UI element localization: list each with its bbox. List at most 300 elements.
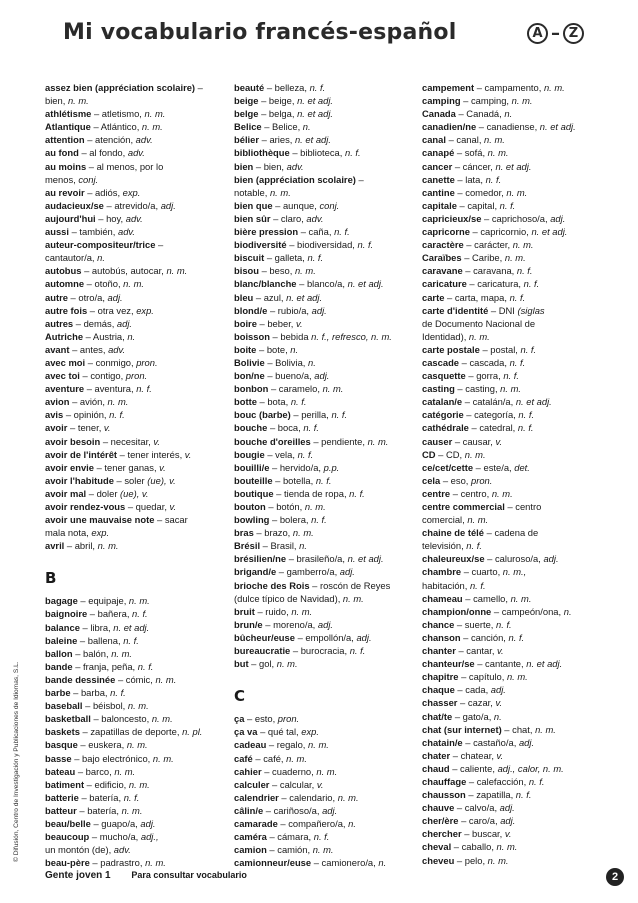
vocab-translation: – claro, [270,212,307,224]
vocab-headword: chater [422,749,451,761]
vocab-grammar: n. m. [504,252,526,264]
range-end-badge: Z [563,23,584,44]
vocab-entry [422,513,602,526]
vocab-entry [45,395,223,408]
vocab-translation: – también, [68,226,118,238]
vocab-headword: beige [234,95,259,107]
vocab-entry [45,435,223,448]
vocab-translation: – chatear, [450,749,497,761]
vocab-translation: – sofá, [454,147,488,159]
vocab-entry [234,369,412,382]
vocab-translation: – moreno/a, [262,618,318,630]
vocab-grammar: adv. [286,160,304,172]
vocab-entry [234,657,412,670]
vocab-translation: – buscar, [461,828,505,840]
vocab-translation: – barco, [75,765,115,777]
vocab-entry [422,736,602,749]
vocab-grammar: n. et adj. [539,121,576,133]
vocab-headword: basque [45,739,78,751]
vocab-entry [422,827,602,840]
vocab-translation: – tener interés, [117,448,185,460]
vocab-grammar: n. f. [344,147,361,159]
vocab-translation: – causar, [452,435,496,447]
vocab-entry [422,775,602,788]
vocab-headword: au revoir [45,186,85,198]
vocab-headword: avoir l'habitude [45,474,114,486]
vocab-translation: – barba, [70,687,111,699]
vocab-grammar: n. m. [506,671,528,683]
vocab-grammar: adv. [135,134,153,146]
vocab-translation: de Documento Nacional de [422,317,536,329]
vocab-grammar: adj. [317,618,334,630]
vocab-translation: – catalán/a, [462,396,516,408]
vocab-headword: assez bien (appréciation scolaire) [45,82,196,93]
vocab-entry [234,592,412,605]
vocab-translation: – campamento, [474,82,544,93]
vocab-grammar: n. m. [337,791,359,803]
vocab-translation: – biblioteca, [289,147,345,159]
vocab-grammar: pron. [277,713,300,725]
vocab-entry [45,120,223,133]
vocab-headword: causer [422,435,453,447]
vocab-translation: mala nota, [45,527,92,539]
vocab-grammar: n. m. [484,134,505,146]
vocab-headword: chercher [422,828,462,840]
vocab-grammar: (siglas [517,304,545,316]
vocab-translation: – mucho/a, [89,831,141,843]
vocab-translation: cantautor/a, [45,252,98,264]
vocab-entry [422,487,602,500]
vocab-grammar: adj. [550,212,566,224]
vocab-entry [45,107,223,120]
vocab-entry [234,421,412,434]
vocab-entry [45,146,223,159]
vocab-grammar: adj. [160,199,176,211]
vocab-translation: – atrevido/a, [103,199,161,211]
vocab-entry [234,382,412,395]
vocab-grammar: (ue), v. [120,487,149,499]
vocab-headword: au fond [45,147,79,159]
vocab-grammar: n. m. [511,95,533,107]
vocab-grammar: n. [563,605,572,617]
vocab-translation: – padrastro, [89,857,146,869]
vocab-headword: botte [234,396,257,408]
vocab-headword: bon/ne [234,370,265,382]
vocab-translation: – Brasil, [260,540,300,552]
vocab-grammar: n. [493,710,502,722]
vocab-headword: boisson [234,330,270,342]
vocab-entry [45,225,223,238]
vocab-grammar: n. f. [313,831,330,843]
vocab-translation: – calvo/a, [454,802,500,814]
vocab-headword: chanteur/se [422,658,475,670]
vocab-entry [422,618,602,631]
vocab-headword: cheval [422,841,452,853]
vocab-headword: Brésil [234,540,261,552]
vocab-headword: bûcheur/euse [234,631,295,643]
vocab-entry [45,474,223,487]
vocab-headword: centre commercial [422,501,505,512]
vocab-grammar: adj. [500,815,516,827]
vocab-grammar: n. f. [123,634,139,646]
vocab-entry [422,81,602,94]
vocab-headword: bureaucratie [234,645,291,657]
vocab-translation: – camping, [460,95,512,107]
vocab-headword: autobus [45,265,82,277]
vocab-translation: – Belice, [261,121,303,133]
vocab-translation: – vela, [264,448,298,460]
vocab-translation: – contigo, [79,370,126,382]
vocab-translation: – canadiense, [476,121,540,133]
vocab-headword: casting [422,383,455,395]
vocab-grammar: adv. [306,212,324,224]
vocab-translation: – qué tal, [257,726,302,738]
vocab-grammar: n. m., [502,566,527,578]
vocab-headword: bonbon [234,383,269,395]
vocab-headword: carte [422,291,445,303]
vocab-entry [45,448,223,461]
vocab-translation: – hoy, [95,212,126,224]
vocab-translation: – al fondo, [78,147,128,159]
vocab-headword: avoir besoin [45,435,101,447]
vocab-headword: ballon [45,647,73,659]
vocab-headword: cher/ère [422,815,459,827]
vocab-entry [422,251,602,264]
vocab-entry [422,238,602,251]
vocab-entry [234,120,412,133]
vocab-grammar: n. et adj. [286,291,323,303]
vocab-entry [422,212,602,225]
vocab-headword: carte d'identité [422,304,489,316]
vocab-entry [422,225,602,238]
vocab-translation: – pendiente, [310,435,368,447]
vocab-headword: chanter [422,645,456,657]
vocab-grammar: adj. [314,370,330,382]
vocab-headword: au moins [45,160,87,172]
vocab-grammar: adj. [322,804,338,816]
vocab-headword: barbe [45,687,71,699]
vocab-grammar: v. [316,778,324,790]
vocab-headword: batterie [45,791,79,803]
vocab-headword: capricorne [422,226,470,238]
vocab-entry [422,749,602,762]
vocab-entry [45,199,223,212]
vocab-headword: balance [45,621,80,633]
vocab-headword: belge [234,108,259,120]
vocab-entry [45,369,223,382]
vocab-entry [45,461,223,474]
vocab-translation: – [195,82,203,93]
vocab-grammar: n. m. [294,265,316,277]
vocab-translation: – balón, [72,647,112,659]
vocab-translation: – caprichoso/a, [481,212,551,224]
vocab-headword: Belice [234,121,262,133]
vocab-translation: – al menos, por lo [86,160,164,172]
vocab-headword: cheveu [422,854,455,866]
vocab-entry [234,408,412,421]
vocab-translation: – [355,173,364,185]
vocab-headword: bisou [234,265,259,277]
vocab-grammar: n. m. [512,239,534,251]
vocab-headword: boutique [234,487,274,499]
vocab-translation: – sacar [154,514,188,526]
vocab-translation: un montón (de), [45,844,114,856]
vocab-headword: bien sûr [234,212,271,224]
vocab-headword: centre [422,487,451,499]
vocab-entry [422,644,602,657]
vocab-headword: bougie [234,448,265,460]
range-dash: – [551,23,560,44]
vocab-grammar: adj., [140,831,159,843]
vocab-headword: avoir envie [45,461,94,473]
vocab-entry [422,579,602,592]
vocab-entry [45,173,223,186]
vocab-entry [45,513,223,526]
vocab-entry [422,696,602,709]
vocab-grammar: n. m. [312,844,334,856]
vocab-grammar: adj. [356,631,372,643]
vocab-grammar: n. m. [491,487,513,499]
vocab-entry [234,186,412,199]
vocab-entry [234,251,412,264]
vocab-headword: aujourd'hui [45,212,96,224]
vocab-entry [234,618,412,631]
vocab-translation: – gol, [248,658,277,670]
vocab-headword: bélier [234,134,260,146]
vocab-translation: – batería, [76,804,122,816]
vocab-entry [234,435,412,448]
vocab-translation: – boca, [267,422,304,434]
vocab-translation: – gato/a, [452,710,494,722]
vocab-grammar: n. et adj. [347,553,384,565]
vocab-grammar: n. f. [309,82,326,93]
vocab-entry [45,634,223,647]
vocab-translation: – quedar, [125,501,170,512]
vocab-grammar: v. [496,749,504,761]
vocab-entry [234,238,412,251]
vocab-entry [234,304,412,317]
vocab-entry [45,817,223,830]
vocab-translation: – calendario, [278,791,338,803]
vocab-headword: chaine de télé [422,527,485,539]
vocab-grammar: n. m. [308,739,329,751]
vocab-entry [45,804,223,817]
vocab-entry [422,186,602,199]
vocab-grammar: adj. [107,291,123,303]
vocab-translation: – ruido, [254,605,292,617]
vocab-entry [45,725,223,738]
vocab-translation: – beige, [258,95,298,107]
vocab-headword: casquette [422,370,466,382]
vocab-grammar: n. m. [467,514,489,526]
vocab-entry [45,94,223,107]
vocab-translation: – bañera, [87,608,133,620]
vocab-translation: – este/a, [473,461,515,473]
vocab-grammar: n. m. [543,82,565,93]
vocab-translation: – galleta, [264,252,308,264]
vocab-headword: caravane [422,265,463,277]
vocab-entry [422,631,602,644]
vocab-entry [422,304,602,317]
vocab-headword: bruit [234,605,255,617]
vocab-headword: bien que [234,199,273,211]
vocab-entry [422,592,602,605]
vocab-grammar: n. m. [67,95,89,107]
vocab-translation: – opinión, [63,409,110,421]
vocab-translation: – bote, [256,343,291,355]
vocab-entry [234,817,412,830]
vocab-grammar: n. f. [485,173,502,185]
vocab-headword: bière pression [234,226,299,238]
vocab-translation: – Atlántico, [90,121,142,133]
vocab-grammar: n. f. [349,645,366,657]
vocab-grammar: n. m. [152,752,174,764]
vocab-translation: – rubio/a, [267,304,312,316]
vocab-grammar: v. [495,697,503,709]
vocab-entry [422,356,602,369]
vocab-grammar: n. m. [342,592,364,604]
vocab-entry [234,317,412,330]
vocab-translation: menos, [45,173,79,185]
vocab-headword: biscuit [234,252,265,264]
vocab-entry [422,291,602,304]
vocab-headword: avril [45,540,65,552]
vocab-headword: autre [45,291,68,303]
vocab-entry [422,657,602,670]
vocab-headword: ça va [234,726,258,738]
vocab-translation: – esto, [244,713,278,725]
vocab-grammar: adj. [311,304,327,316]
vocab-translation: – burocracia, [290,645,350,657]
vocab-entry [45,699,223,712]
vocab-entry [234,487,412,500]
vocab-headword: avoir mal [45,487,87,499]
vocab-grammar: n. m. [276,658,298,670]
vocab-headword: chauve [422,802,455,814]
vocab-grammar: p.p. [323,461,340,473]
vocab-headword: bleu [234,291,254,303]
vocab-translation: – caravana, [462,265,517,277]
vocab-headword: avis [45,409,64,421]
vocab-entry [422,710,602,723]
vocab-grammar: n. m. [316,765,338,777]
vocab-translation: – béisbol, [82,700,128,712]
vocab-entry [422,133,602,146]
vocab-grammar: exp. [91,527,110,539]
vocab-translation: – caballo, [451,841,497,853]
vocab-grammar: n. f. [517,422,534,434]
vocab-headword: canapé [422,147,455,159]
vocab-entry [234,526,412,539]
vocab-grammar: n. m. [166,265,188,277]
vocab-grammar: n. f. [520,343,537,355]
vocab-grammar: n. [127,330,136,342]
vocab-headword: athlétisme [45,108,92,120]
vocab-entry [422,421,602,434]
vocab-entry [234,291,412,304]
vocab-translation: – carácter, [463,239,513,251]
vocab-grammar: n. [348,817,356,829]
vocab-headword: chameau [422,592,463,604]
vocab-headword: catégorie [422,409,464,421]
vocab-grammar: n. m. [506,186,528,198]
vocab-headword: boire [234,317,257,329]
vocab-entry [45,752,223,765]
vocab-entry [234,579,412,592]
vocab-grammar: n. [290,343,299,355]
vocab-translation: – regalo, [266,739,309,751]
vocab-grammar: v. [497,645,504,657]
vocab-headword: chausson [422,789,466,801]
vocab-headword: autre fois [45,304,88,316]
vocab-headword: bibliothèque [234,147,290,159]
vocab-translation: – ballena, [77,634,124,646]
vocab-grammar: v. [504,828,512,840]
vocab-grammar: n. f. [466,540,482,552]
vocab-grammar: n. et adj. [526,658,563,670]
vocab-entry [45,277,223,290]
vocab-headword: cancer [422,160,453,172]
vocab-entry [45,81,223,94]
vocab-headword: auteur-compositeur/trice [45,239,156,251]
vocab-entry [234,791,412,804]
vocab-column-3 [422,81,602,867]
vocab-translation: – Bolivia, [264,356,308,368]
vocab-headword: chasser [422,697,458,709]
vocab-translation: – tener, [67,422,104,434]
vocab-headword: bande dessinée [45,673,116,685]
vocab-grammar: n. [308,356,316,368]
vocab-entry [422,788,602,801]
vocab-translation: – casting, [454,383,501,395]
vocab-translation: – zapatillas de deporte, [79,726,183,738]
vocab-entry [422,435,602,448]
vocab-translation: – zapatilla, [465,789,516,801]
vocab-grammar: adv. [108,343,126,355]
vocab-headword: capitale [422,199,457,211]
vocab-headword: audacieux/se [45,199,104,211]
vocab-headword: bagage [45,595,78,607]
vocab-translation: – aries, [259,134,295,146]
vocab-grammar: v. [103,422,111,434]
vocab-translation: – necesitar, [100,435,154,447]
section-letter-heading: B [45,569,57,588]
vocab-headword: CD [422,448,436,460]
vocab-translation: – camello, [462,592,511,604]
vocab-grammar: n. et adj. [531,226,568,238]
vocab-grammar: n. m. [97,540,119,552]
vocab-translation: – caña, [298,226,335,238]
vocab-headword: avoir rendez-vous [45,501,126,512]
vocab-grammar: v. [169,501,177,512]
vocab-translation: – calefacción, [466,775,529,787]
vocab-entry [45,264,223,277]
vocab-grammar: adj. [339,566,355,578]
vocab-headword: canette [422,173,455,185]
vocab-headword: chauffage [422,775,467,787]
vocab-grammar: n. f. [496,618,512,630]
vocab-grammar: n. m. [128,595,150,607]
vocab-headword: cascade [422,356,460,368]
vocab-translation: bien, [45,95,68,107]
vocab-entry [234,343,412,356]
vocab-headword: baskets [45,726,80,738]
vocab-grammar: n. f. [518,409,535,421]
vocab-translation: – castaño/a, [462,736,519,748]
vocab-headword: brigand/e [234,566,277,578]
vocab-entry [45,738,223,751]
vocab-entry [45,317,223,330]
